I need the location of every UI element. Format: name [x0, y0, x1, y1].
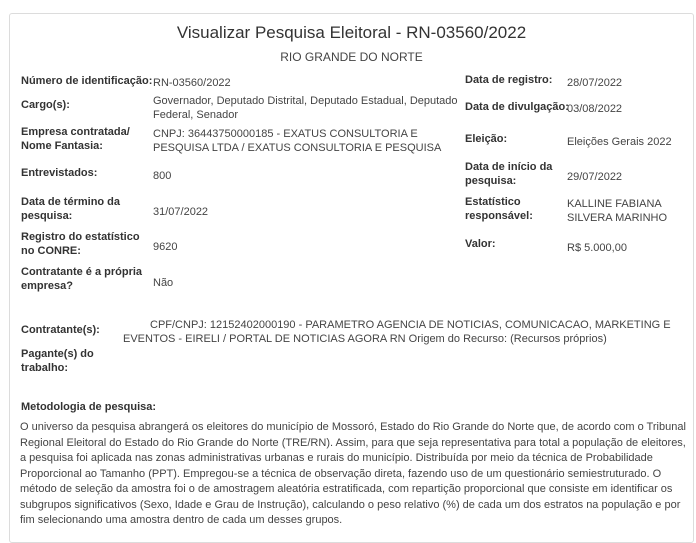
data-inicio-label: Data de início da pesquisa:	[465, 161, 553, 187]
estatistico-label: Estatístico responsável:	[465, 196, 533, 222]
data-termino-label: Data de término da pesquisa:	[21, 196, 121, 222]
survey-detail-panel	[9, 13, 694, 543]
eleicao-value: Eleições Gerais 2022	[567, 136, 672, 148]
entrevistados-label: Entrevistados:	[21, 167, 98, 179]
data-termino-value: 31/07/2022	[153, 206, 209, 218]
propria-empresa-value: Não	[153, 277, 174, 289]
data-divulgacao-label: Data de divulgação:	[465, 101, 569, 113]
id-label: Número de identificação:	[21, 75, 153, 87]
empresa-value: CNPJ: 36443750000185 - EXATUS CONSULTORIA E PESQUISA LTDA / EXATUS CONSULTORIA E PESQUISA	[153, 128, 442, 154]
id-value: RN-03560/2022	[153, 77, 231, 89]
contratante-value: CPF/CNPJ: 12152402000190 - PARAMETRO AGENCIA DE NOTICIAS, COMUNICACAO, MARKETING E EVENTOS - EIRELI / PORTAL DE NOTICIAS AGORA RN Origem do Recurso: (Recursos próprios)	[123, 319, 671, 345]
conre-label: Registro do estatístico no CONRE:	[21, 231, 140, 257]
cargos-label: Cargo(s):	[21, 99, 70, 111]
data-inicio-value: 29/07/2022	[567, 171, 623, 183]
estatistico-value: KALLINE FABIANA SILVERA MARINHO	[567, 198, 668, 224]
valor-label: Valor:	[465, 238, 496, 250]
page-title: Visualizar Pesquisa Eleitoral - RN-03560/2022	[176, 23, 527, 42]
propria-empresa-label: Contratante é a própria empresa?	[21, 266, 143, 292]
data-registro-value: 28/07/2022	[567, 77, 623, 89]
cargos-value: Governador, Deputado Distrital, Deputado Estadual, Deputado Federal, Senador	[153, 95, 458, 121]
metodologia-text: O universo da pesquisa abrangerá os eleitores do município de Mossoró, Estado do Rio Grande do Norte que, de acordo com o Tribunal Regional Eleitoral do Estado do Rio Grande do Norte (TRE/RN). Assim, para que seja representativa para total a população de eleitores, a pesquisa foi aplicada nas zonas administrativas urbanas e rurais do município. Distribuída por meio da técnica de Probabilidade Proporcional ao Tamanho (PPT). Empregou-se a técnica de observação direta, fazendo uso de um questionário semiestruturado. O método de seleção da amostra foi o de amostragem aleatória estratificada, com repartição proporcional que consiste em identificar os subgrupos significativos (Sexo, Idade e Grau de Instrução), calculando o peso relativo (%) de cada um dos estratos na população e por fim selecionando uma amostra dentro de cada um desses grupos.	[20, 421, 686, 526]
data-registro-label: Data de registro:	[465, 74, 553, 86]
data-divulgacao-value: 03/08/2022	[567, 103, 623, 115]
valor-value: R$ 5.000,00	[567, 242, 627, 254]
eleicao-label: Eleição:	[465, 133, 508, 145]
entrevistados-value: 800	[153, 170, 172, 182]
metodologia-label: Metodologia de pesquisa:	[21, 401, 157, 413]
pagante-label: Pagante(s) do trabalho:	[21, 348, 94, 374]
state-subtitle: RIO GRANDE DO NORTE	[280, 50, 423, 64]
contratante-label: Contratante(s):	[21, 324, 100, 336]
empresa-label: Empresa contratada/ Nome Fantasia:	[21, 126, 130, 152]
conre-value: 9620	[153, 241, 178, 253]
